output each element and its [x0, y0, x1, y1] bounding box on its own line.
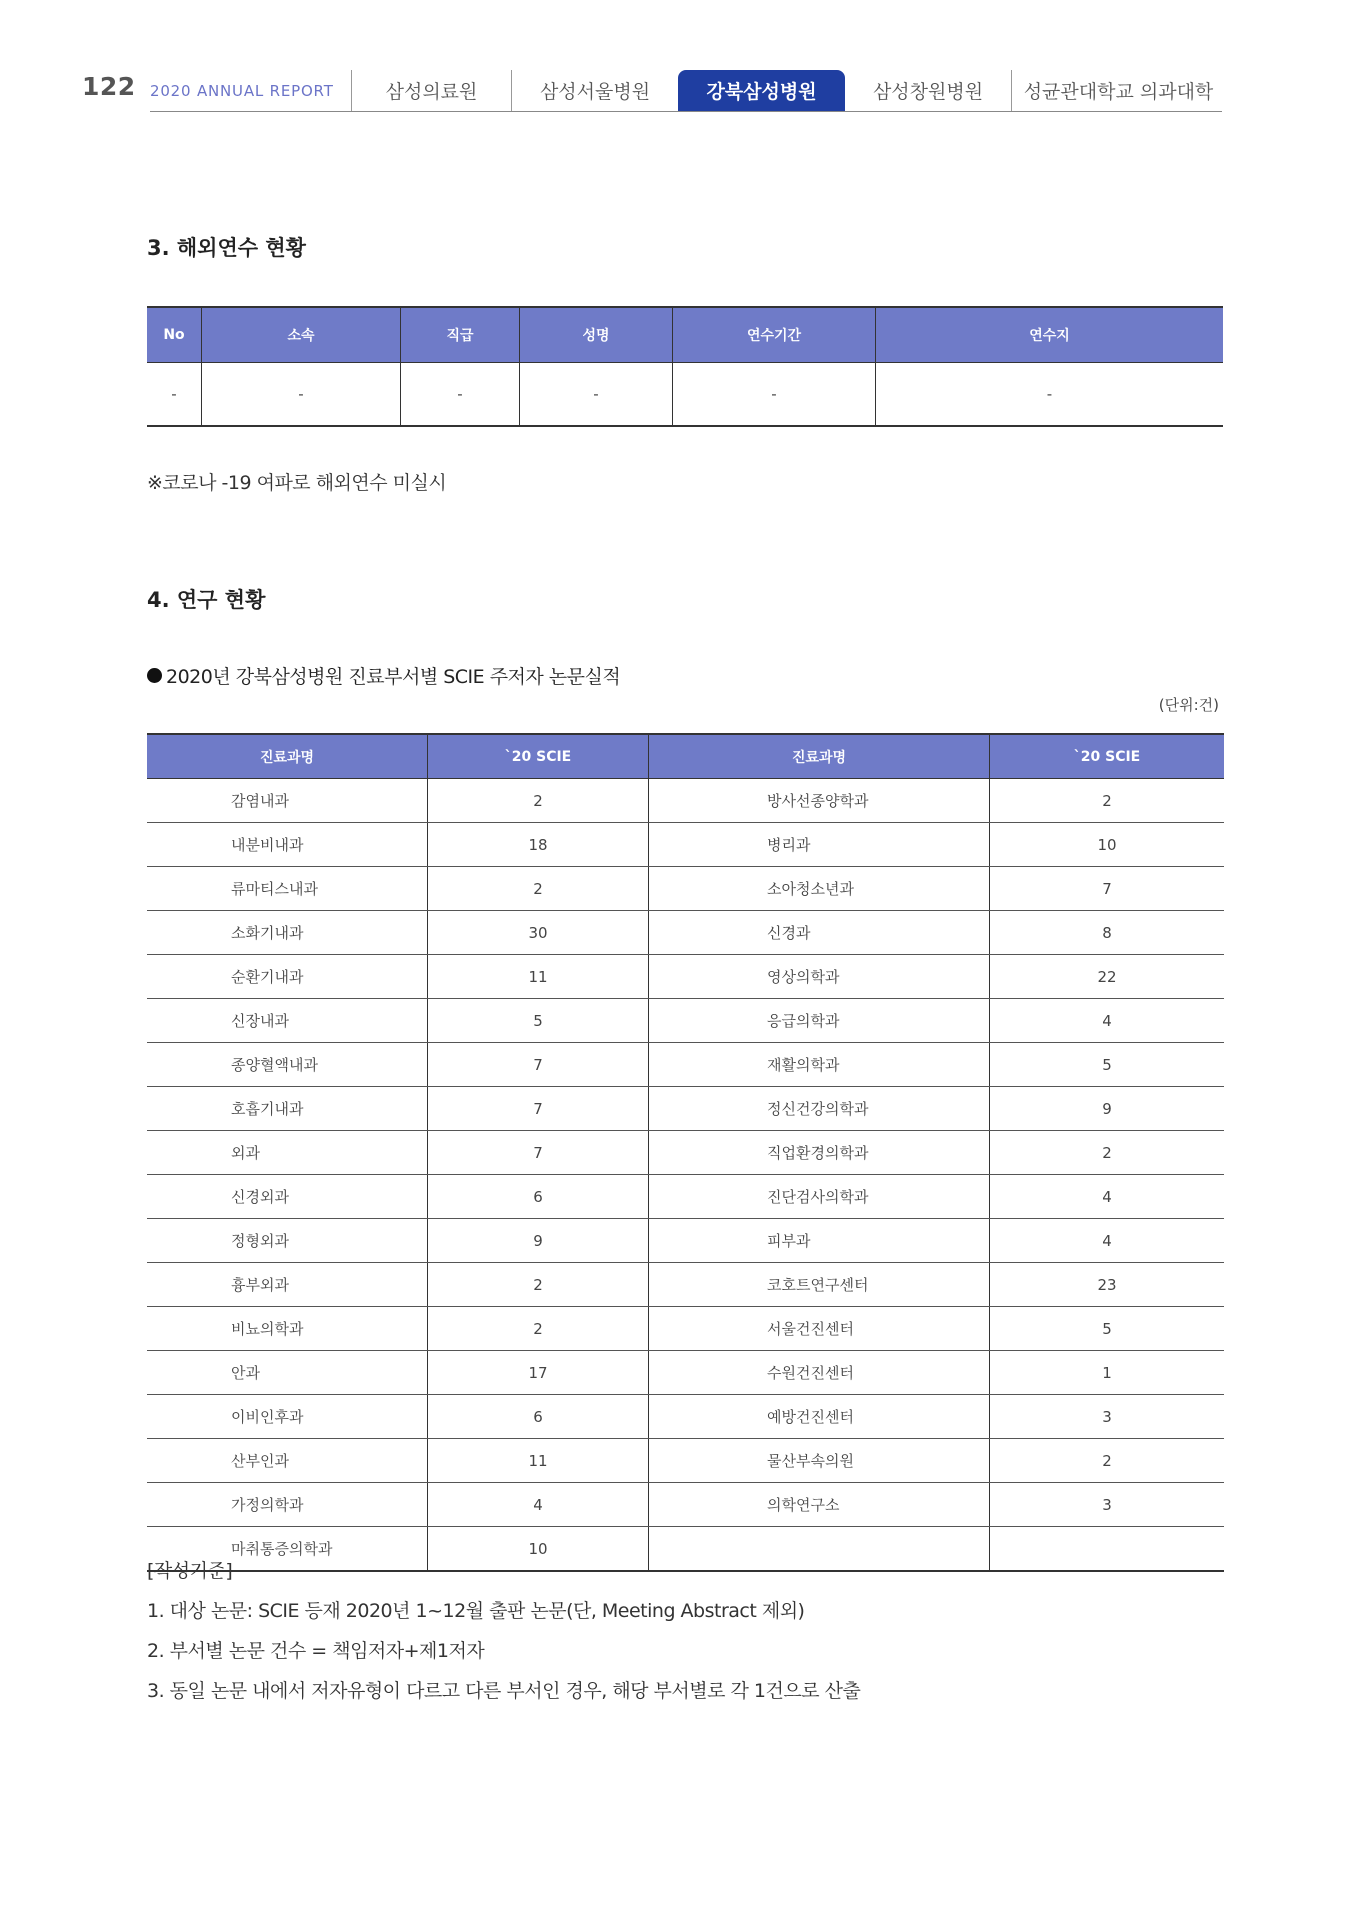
scie-count: 4	[990, 1175, 1225, 1219]
table-row	[147, 1219, 1224, 1263]
scie-count: 17	[428, 1351, 649, 1395]
section3-title: 3. 해외연수 현황	[147, 236, 306, 260]
table-row	[147, 1439, 1224, 1483]
table-row	[147, 1351, 1224, 1395]
scie-count: 5	[428, 999, 649, 1043]
tab-kangbuk-samsung-hospital[interactable]	[678, 70, 845, 111]
column-header: No	[147, 307, 202, 363]
table-row	[147, 867, 1224, 911]
scie-count: 11	[428, 955, 649, 999]
tab-label: 삼성의료원	[385, 81, 478, 103]
scie-count: 2	[428, 779, 649, 823]
scie-count: 2	[990, 779, 1225, 823]
tab-label: 삼성서울병원	[539, 81, 651, 103]
table-row	[147, 363, 1223, 427]
scie-count: 5	[990, 1307, 1225, 1351]
scie-count: 10	[990, 823, 1225, 867]
scie-count: 5	[990, 1043, 1225, 1087]
table-row	[147, 1527, 1224, 1572]
scie-count: 3	[990, 1395, 1225, 1439]
department-name: 류마티스내과	[147, 867, 428, 911]
department-name: 방사선종양학과	[649, 779, 990, 823]
table-row	[147, 823, 1224, 867]
scie-count: 9	[428, 1219, 649, 1263]
scie-count: 4	[990, 1219, 1225, 1263]
department-name: 수원건진센터	[649, 1351, 990, 1395]
department-name: 정형외과	[147, 1219, 428, 1263]
table-cell: -	[171, 385, 177, 403]
tab-samsung-medical-center[interactable]	[351, 70, 511, 111]
scie-count: 7	[990, 867, 1225, 911]
page-number: 122	[82, 72, 136, 101]
department-name: 서울건진센터	[649, 1307, 990, 1351]
department-name: 의학연구소	[649, 1483, 990, 1527]
tab-label: 강북삼성병원	[706, 81, 817, 103]
report-title: 2020 ANNUAL REPORT	[150, 82, 334, 100]
scie-count	[990, 1527, 1225, 1572]
criteria-line-1: 1. 대상 논문: SCIE 등재 2020년 1~12월 출판 논문(단, Meeting Abstract 제외)	[147, 1600, 805, 1622]
department-name: 신경과	[649, 911, 990, 955]
scie-papers-table	[147, 733, 1224, 1572]
scie-count: 23	[990, 1263, 1225, 1307]
tab-skku-medicine[interactable]	[1011, 70, 1225, 111]
scie-count: 9	[990, 1087, 1225, 1131]
department-name	[649, 1527, 990, 1572]
section4-title: 4. 연구 현황	[147, 588, 266, 612]
department-name: 직업환경의학과	[649, 1131, 990, 1175]
department-name: 가정의학과	[147, 1483, 428, 1527]
table-row	[147, 1175, 1224, 1219]
scie-count: 1	[990, 1351, 1225, 1395]
department-name: 호흡기내과	[147, 1087, 428, 1131]
department-name: 마취통증의학과	[231, 1540, 333, 1558]
scie-count: 18	[428, 823, 649, 867]
table-cell: -	[520, 363, 673, 427]
hospital-nav-tabs	[351, 70, 1225, 111]
department-name: 신장내과	[147, 999, 428, 1043]
department-name: 순환기내과	[147, 955, 428, 999]
department-name: 감염내과	[147, 779, 428, 823]
tab-samsung-seoul-hospital[interactable]	[511, 70, 678, 111]
department-name: 비뇨의학과	[147, 1307, 428, 1351]
department-name: 산부인과	[147, 1439, 428, 1483]
criteria-line-2: 2. 부서별 논문 건수 = 책임저자+제1저자	[147, 1640, 485, 1662]
scie-count: 2	[428, 1263, 649, 1307]
column-header: `20 SCIE	[428, 734, 649, 779]
department-name: 예방건진센터	[649, 1395, 990, 1439]
scie-count: 2	[428, 867, 649, 911]
table-subtitle	[147, 662, 620, 689]
scie-count: 4	[428, 1483, 649, 1527]
department-name: 응급의학과	[649, 999, 990, 1043]
department-name: 안과	[147, 1351, 428, 1395]
table-row	[147, 779, 1224, 823]
overseas-training-table	[147, 306, 1223, 427]
table-header-row	[147, 734, 1224, 779]
table-cell: -	[673, 363, 876, 427]
department-name: 외과	[147, 1131, 428, 1175]
table-header-row	[147, 307, 1223, 363]
table-body	[147, 779, 1224, 1572]
column-header: 진료과명	[147, 734, 428, 779]
department-name: 병리과	[649, 823, 990, 867]
scie-count: 7	[428, 1087, 649, 1131]
department-name: 정신건강의학과	[649, 1087, 990, 1131]
table-row	[147, 1087, 1224, 1131]
table-row	[147, 1263, 1224, 1307]
criteria-heading: [작성기준]	[147, 1560, 233, 1582]
scie-count: 7	[428, 1131, 649, 1175]
scie-count: 4	[990, 999, 1225, 1043]
scie-count: 30	[428, 911, 649, 955]
department-name: 소화기내과	[147, 911, 428, 955]
column-header: 진료과명	[649, 734, 990, 779]
table-row	[147, 911, 1224, 955]
table-row	[147, 999, 1224, 1043]
department-name: 종양혈액내과	[147, 1043, 428, 1087]
column-header: `20 SCIE	[990, 734, 1225, 779]
unit-label: (단위:건)	[1158, 696, 1219, 714]
table-row	[147, 1483, 1224, 1527]
department-name: 재활의학과	[649, 1043, 990, 1087]
tab-samsung-changwon-hospital[interactable]	[845, 70, 1011, 111]
tab-label: 성균관대학교 의과대학	[1023, 81, 1214, 103]
criteria-line-3: 3. 동일 논문 내에서 저자유형이 다르고 다른 부서인 경우, 해당 부서별로 각 1건으로 산출	[147, 1680, 861, 1702]
bullet-icon	[147, 668, 162, 683]
scie-count: 2	[428, 1307, 649, 1351]
department-name: 코호트연구센터	[649, 1263, 990, 1307]
column-header: 연수지	[876, 307, 1224, 363]
scie-count: 11	[428, 1439, 649, 1483]
column-header: 연수기간	[673, 307, 876, 363]
column-header: 직급	[401, 307, 520, 363]
department-name: 피부과	[649, 1219, 990, 1263]
department-name: 신경외과	[147, 1175, 428, 1219]
scie-count: 6	[428, 1395, 649, 1439]
column-header: 소속	[202, 307, 401, 363]
table-cell: -	[202, 363, 401, 427]
scie-count: 8	[990, 911, 1225, 955]
scie-count: 10	[428, 1527, 649, 1572]
table-row	[147, 955, 1224, 999]
table-cell: -	[401, 363, 520, 427]
department-name: 이비인후과	[147, 1395, 428, 1439]
scie-count: 2	[990, 1439, 1225, 1483]
department-name: 소아청소년과	[649, 867, 990, 911]
header-divider	[150, 111, 1222, 112]
table-row	[147, 1307, 1224, 1351]
scie-count: 2	[990, 1131, 1225, 1175]
subtitle-text: 2020년 강북삼성병원 진료부서별 SCIE 주저자 논문실적	[166, 666, 621, 688]
column-header: 성명	[520, 307, 673, 363]
table-row	[147, 1395, 1224, 1439]
table-row	[147, 1131, 1224, 1175]
tab-label: 삼성창원병원	[872, 81, 984, 103]
scie-count: 7	[428, 1043, 649, 1087]
department-name: 물산부속의원	[649, 1439, 990, 1483]
department-name: 흉부외과	[147, 1263, 428, 1307]
table-cell: -	[876, 363, 1224, 427]
table-row	[147, 1043, 1224, 1087]
scie-count: 22	[990, 955, 1225, 999]
department-name: 영상의학과	[649, 955, 990, 999]
department-name: 진단검사의학과	[649, 1175, 990, 1219]
scie-count: 3	[990, 1483, 1225, 1527]
department-name: 내분비내과	[147, 823, 428, 867]
scie-count: 6	[428, 1175, 649, 1219]
covid-note: ※코로나 -19 여파로 해외연수 미실시	[147, 472, 447, 494]
